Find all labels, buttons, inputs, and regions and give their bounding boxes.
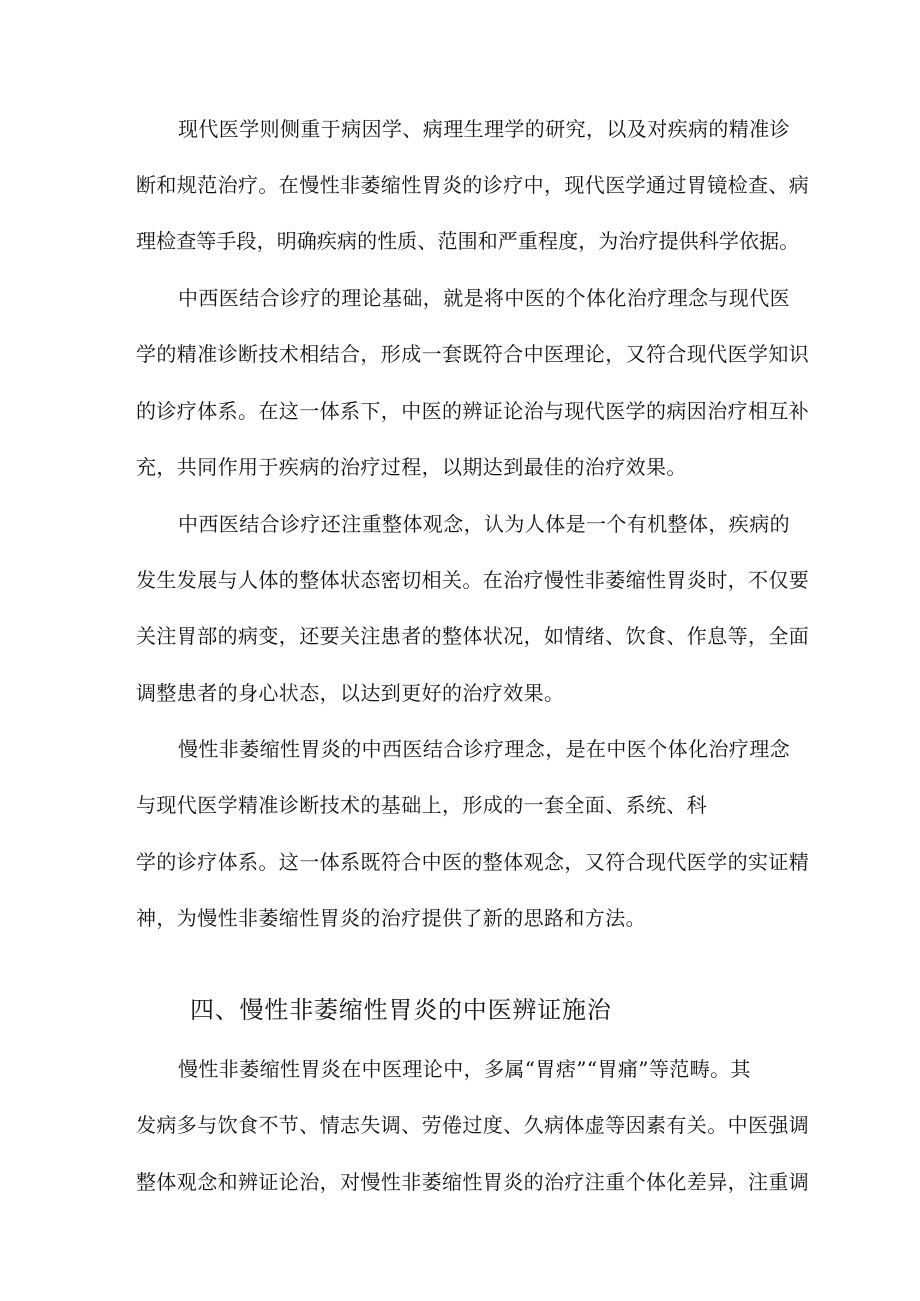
paragraph-4-line-4: 神，为慢性非萎缩性胃炎的治疗提供了新的思路和方法。 [136, 906, 646, 930]
paragraph-4-line-3: 学的诊疗体系。这一体系既符合中医的整体观念，又符合现代医学的实证精 [136, 850, 810, 874]
paragraph-4-line-2: 与现代医学精准诊断技术的基础上，形成的一套全面、系统、科 [136, 793, 708, 817]
paragraph-3-line-2: 发生发展与人体的整体状态密切相关。在治疗慢性非萎缩性胃炎时，不仅要 [136, 568, 810, 592]
paragraph-3-line-1: 中西医结合诊疗还注重整体观念，认为人体是一个有机整体，疾病的 [178, 512, 790, 536]
paragraph-3-line-3: 关注胃部的病变，还要关注患者的整体状况，如情绪、饮食、作息等，全面 [136, 624, 810, 648]
paragraph-3-line-4: 调整患者的身心状态，以达到更好的治疗效果。 [136, 681, 565, 705]
paragraph-1-line-1: 现代医学则侧重于病因学、病理生理学的研究，以及对疾病的精准诊 [178, 117, 790, 141]
paragraph-2-line-4: 充，共同作用于疾病的治疗过程，以期达到最佳的治疗效果。 [136, 455, 687, 479]
paragraph-1-line-3: 理检查等手段，明确疾病的性质、范围和严重程度，为治疗提供科学依据。 [136, 229, 800, 253]
section-heading: 四、慢性非萎缩性胃炎的中医辨证施治 [190, 996, 612, 1024]
paragraph-2-line-3: 的诊疗体系。在这一体系下，中医的辨证论治与现代医学的病因治疗相互补 [136, 399, 810, 423]
section-paragraph-line-3: 整体观念和辨证论治，对慢性非萎缩性胃炎的治疗注重个体化差异，注重调 [136, 1170, 810, 1194]
section-paragraph-line-1: 慢性非萎缩性胃炎在中医理论中，多属“胃痞”“胃痛”等范畴。其 [178, 1057, 751, 1081]
paragraph-4-line-1: 慢性非萎缩性胃炎的中西医结合诊疗理念，是在中医个体化治疗理念 [178, 737, 790, 761]
paragraph-2-line-2: 学的精准诊断技术相结合，形成一套既符合中医理论，又符合现代医学知识 [136, 342, 810, 366]
paragraph-2-line-1: 中西医结合诊疗的理论基础，就是将中医的个体化治疗理念与现代医 [178, 286, 790, 310]
paragraph-1-line-2: 断和规范治疗。在慢性非萎缩性胃炎的诊疗中，现代医学通过胃镜检查、病 [136, 173, 810, 197]
section-paragraph-line-2: 发病多与饮食不节、情志失调、劳倦过度、久病体虚等因素有关。中医强调 [136, 1113, 810, 1137]
